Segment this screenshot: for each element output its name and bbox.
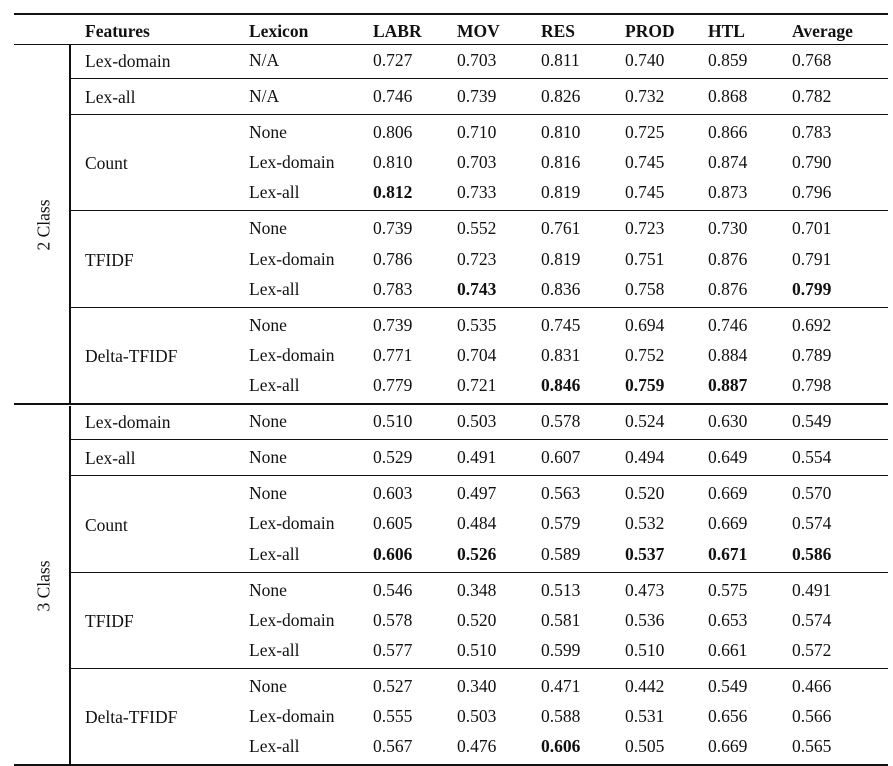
value-cell: 0.859	[708, 50, 748, 70]
value-cell: 0.630	[708, 411, 748, 432]
value-cell: 0.599	[541, 640, 581, 660]
value-cell: 0.503	[457, 411, 497, 432]
value-cell: 0.574	[792, 609, 832, 630]
lexicon-cell: Lex-domain	[249, 609, 335, 630]
value-cell: 0.790	[792, 152, 832, 173]
group-vertical-rule	[69, 406, 71, 765]
value-cell: 0.752	[625, 345, 665, 365]
lexicon-cell: Lex-domain	[249, 345, 335, 365]
value-cell: 0.799	[792, 278, 832, 299]
value-cell: 0.873	[708, 182, 748, 203]
header-features: Features	[85, 21, 150, 41]
value-cell: 0.789	[792, 345, 832, 365]
table-row	[14, 540, 888, 568]
value-cell: 0.759	[625, 375, 665, 396]
value-cell: 0.745	[625, 152, 665, 173]
feature-label: Lex-domain	[85, 412, 171, 433]
lexicon-cell: Lex-all	[249, 278, 300, 299]
value-cell: 0.739	[373, 314, 413, 335]
table-row	[14, 606, 888, 634]
lexicon-cell: Lex-domain	[249, 152, 335, 173]
value-cell: 0.442	[625, 676, 665, 696]
header-htl: HTL	[708, 21, 745, 41]
value-cell: 0.791	[792, 248, 832, 269]
lexicon-cell: Lex-all	[249, 182, 300, 203]
value-cell: 0.819	[541, 248, 581, 269]
value-cell: 0.746	[708, 314, 748, 335]
value-cell: 0.710	[457, 122, 497, 142]
feature-label: Count	[85, 514, 128, 535]
table-row	[14, 636, 888, 664]
lexicon-cell: Lex-all	[249, 375, 300, 396]
value-cell: 0.739	[457, 86, 497, 106]
table-row	[14, 732, 888, 760]
value-cell: 0.811	[541, 50, 580, 70]
feature-label: Lex-domain	[85, 51, 171, 72]
value-cell: 0.733	[457, 182, 497, 203]
value-cell: 0.692	[792, 314, 832, 335]
feature-label: Lex-all	[85, 448, 136, 469]
lexicon-cell: Lex-domain	[249, 513, 335, 534]
value-cell: 0.796	[792, 182, 832, 203]
block-separator	[71, 572, 888, 573]
table-row	[14, 443, 888, 471]
value-cell: 0.520	[625, 483, 665, 504]
header-mov: MOV	[457, 21, 500, 41]
value-cell: 0.536	[625, 609, 665, 630]
value-cell: 0.466	[792, 676, 832, 696]
group-label	[24, 405, 64, 766]
value-cell: 0.578	[373, 609, 413, 630]
value-cell: 0.779	[373, 375, 413, 396]
lexicon-cell: Lex-domain	[249, 706, 335, 727]
value-cell: 0.739	[373, 218, 413, 239]
value-cell: 0.745	[541, 314, 581, 335]
value-cell: 0.810	[541, 122, 581, 142]
value-cell: 0.471	[541, 676, 581, 696]
table-row	[14, 576, 888, 604]
value-cell: 0.565	[792, 736, 832, 757]
group-vertical-rule	[69, 45, 71, 404]
table-row	[14, 672, 888, 700]
feature-label: Count	[85, 153, 128, 174]
feature-label: Delta-TFIDF	[85, 346, 178, 367]
value-cell: 0.743	[457, 278, 497, 299]
group-label	[24, 44, 64, 405]
value-cell: 0.572	[792, 640, 832, 660]
header-row	[14, 17, 888, 45]
value-cell: 0.510	[457, 640, 497, 660]
value-cell: 0.535	[457, 314, 497, 335]
lexicon-cell: None	[249, 314, 287, 335]
value-cell: 0.746	[373, 86, 413, 106]
table-row	[14, 371, 888, 399]
header-prod: PROD	[625, 21, 675, 41]
table-row	[14, 118, 888, 146]
lexicon-cell: None	[249, 579, 287, 600]
value-cell: 0.732	[625, 86, 665, 106]
value-cell: 0.537	[625, 543, 665, 564]
value-cell: 0.491	[457, 447, 497, 468]
value-cell: 0.758	[625, 278, 665, 299]
value-cell: 0.653	[708, 609, 748, 630]
value-cell: 0.761	[541, 218, 581, 239]
value-cell: 0.603	[373, 483, 413, 504]
lexicon-cell: None	[249, 411, 287, 432]
value-cell: 0.527	[373, 676, 413, 696]
value-cell: 0.831	[541, 345, 581, 365]
table-row	[14, 479, 888, 507]
value-cell: 0.476	[457, 736, 497, 757]
value-cell: 0.798	[792, 375, 832, 396]
value-cell: 0.510	[625, 640, 665, 660]
lexicon-cell: None	[249, 218, 287, 239]
value-cell: 0.473	[625, 579, 665, 600]
value-cell: 0.771	[373, 345, 413, 365]
value-cell: 0.549	[792, 411, 832, 432]
value-cell: 0.876	[708, 278, 748, 299]
value-cell: 0.810	[373, 152, 413, 173]
table-row	[14, 509, 888, 537]
header-average: Average	[792, 21, 853, 41]
value-cell: 0.727	[373, 50, 413, 70]
value-cell: 0.866	[708, 122, 748, 142]
table-row	[14, 245, 888, 273]
table-row	[14, 148, 888, 176]
value-cell: 0.740	[625, 50, 665, 70]
value-cell: 0.554	[792, 447, 832, 468]
value-cell: 0.552	[457, 218, 497, 239]
value-cell: 0.836	[541, 278, 581, 299]
lexicon-cell: Lex-domain	[249, 248, 335, 269]
value-cell: 0.694	[625, 314, 665, 335]
value-cell: 0.846	[541, 375, 581, 396]
header-res: RES	[541, 21, 576, 41]
lexicon-cell: None	[249, 676, 287, 696]
value-cell: 0.570	[792, 483, 832, 504]
value-cell: 0.497	[457, 483, 497, 504]
value-cell: 0.563	[541, 483, 581, 504]
value-cell: 0.520	[457, 609, 497, 630]
group-label-text: 3 Class	[33, 560, 54, 612]
value-cell: 0.826	[541, 86, 581, 106]
value-cell: 0.649	[708, 447, 748, 468]
value-cell: 0.575	[708, 579, 748, 600]
value-cell: 0.529	[373, 447, 413, 468]
feature-label: TFIDF	[85, 249, 134, 270]
block-separator	[71, 114, 888, 115]
feature-label: Lex-all	[85, 87, 136, 108]
value-cell: 0.566	[792, 706, 832, 727]
value-cell: 0.721	[457, 375, 497, 396]
table-row	[14, 275, 888, 303]
value-cell: 0.783	[373, 278, 413, 299]
lexicon-cell: None	[249, 122, 287, 142]
value-cell: 0.606	[373, 543, 413, 564]
table-row	[14, 214, 888, 242]
value-cell: 0.578	[541, 411, 581, 432]
value-cell: 0.669	[708, 736, 748, 757]
lexicon-cell: None	[249, 483, 287, 504]
value-cell: 0.503	[457, 706, 497, 727]
header-labr: LABR	[373, 21, 422, 41]
value-cell: 0.589	[541, 543, 581, 564]
value-cell: 0.768	[792, 50, 832, 70]
value-cell: 0.505	[625, 736, 665, 757]
feature-label: Delta-TFIDF	[85, 707, 178, 728]
value-cell: 0.723	[457, 248, 497, 269]
value-cell: 0.526	[457, 543, 497, 564]
header-rule	[14, 44, 888, 45]
table-row	[14, 311, 888, 339]
value-cell: 0.786	[373, 248, 413, 269]
value-cell: 0.806	[373, 122, 413, 142]
block-separator	[71, 668, 888, 669]
value-cell: 0.510	[373, 411, 413, 432]
value-cell: 0.574	[792, 513, 832, 534]
value-cell: 0.669	[708, 483, 748, 504]
value-cell: 0.661	[708, 640, 748, 660]
block-separator	[71, 210, 888, 211]
value-cell: 0.340	[457, 676, 497, 696]
value-cell: 0.730	[708, 218, 748, 239]
lexicon-cell: Lex-all	[249, 736, 300, 757]
value-cell: 0.874	[708, 152, 748, 173]
value-cell: 0.606	[541, 736, 581, 757]
value-cell: 0.579	[541, 513, 581, 534]
value-cell: 0.546	[373, 579, 413, 600]
lexicon-cell: Lex-all	[249, 640, 300, 660]
value-cell: 0.532	[625, 513, 665, 534]
value-cell: 0.812	[373, 182, 413, 203]
lexicon-cell: Lex-all	[249, 543, 300, 564]
value-cell: 0.586	[792, 543, 832, 564]
table-row	[14, 178, 888, 206]
value-cell: 0.513	[541, 579, 581, 600]
lexicon-cell: N/A	[249, 86, 280, 106]
value-cell: 0.484	[457, 513, 497, 534]
value-cell: 0.491	[792, 579, 832, 600]
feature-label: TFIDF	[85, 610, 134, 631]
value-cell: 0.819	[541, 182, 581, 203]
value-cell: 0.605	[373, 513, 413, 534]
value-cell: 0.725	[625, 122, 665, 142]
table-row	[14, 82, 888, 110]
top-rule	[14, 13, 888, 15]
value-cell: 0.704	[457, 345, 497, 365]
value-cell: 0.669	[708, 513, 748, 534]
value-cell: 0.887	[708, 375, 748, 396]
value-cell: 0.876	[708, 248, 748, 269]
value-cell: 0.555	[373, 706, 413, 727]
value-cell: 0.884	[708, 345, 748, 365]
value-cell: 0.703	[457, 50, 497, 70]
value-cell: 0.703	[457, 152, 497, 173]
value-cell: 0.549	[708, 676, 748, 696]
block-separator	[71, 475, 888, 476]
value-cell: 0.816	[541, 152, 581, 173]
value-cell: 0.656	[708, 706, 748, 727]
value-cell: 0.783	[792, 122, 832, 142]
lexicon-cell: N/A	[249, 50, 280, 70]
value-cell: 0.782	[792, 86, 832, 106]
lexicon-cell: None	[249, 447, 287, 468]
value-cell: 0.348	[457, 579, 497, 600]
value-cell: 0.671	[708, 543, 748, 564]
value-cell: 0.607	[541, 447, 581, 468]
value-cell: 0.567	[373, 736, 413, 757]
value-cell: 0.581	[541, 609, 581, 630]
group-label-text: 2 Class	[33, 199, 54, 251]
value-cell: 0.745	[625, 182, 665, 203]
value-cell: 0.531	[625, 706, 665, 727]
value-cell: 0.588	[541, 706, 581, 727]
value-cell: 0.524	[625, 411, 665, 432]
value-cell: 0.494	[625, 447, 665, 468]
value-cell: 0.751	[625, 248, 665, 269]
group-separator	[14, 403, 888, 405]
value-cell: 0.577	[373, 640, 413, 660]
block-separator	[71, 78, 888, 79]
block-separator	[71, 307, 888, 308]
value-cell: 0.723	[625, 218, 665, 239]
value-cell: 0.868	[708, 86, 748, 106]
value-cell: 0.701	[792, 218, 832, 239]
header-lexicon: Lexicon	[249, 21, 309, 41]
block-separator	[71, 439, 888, 440]
